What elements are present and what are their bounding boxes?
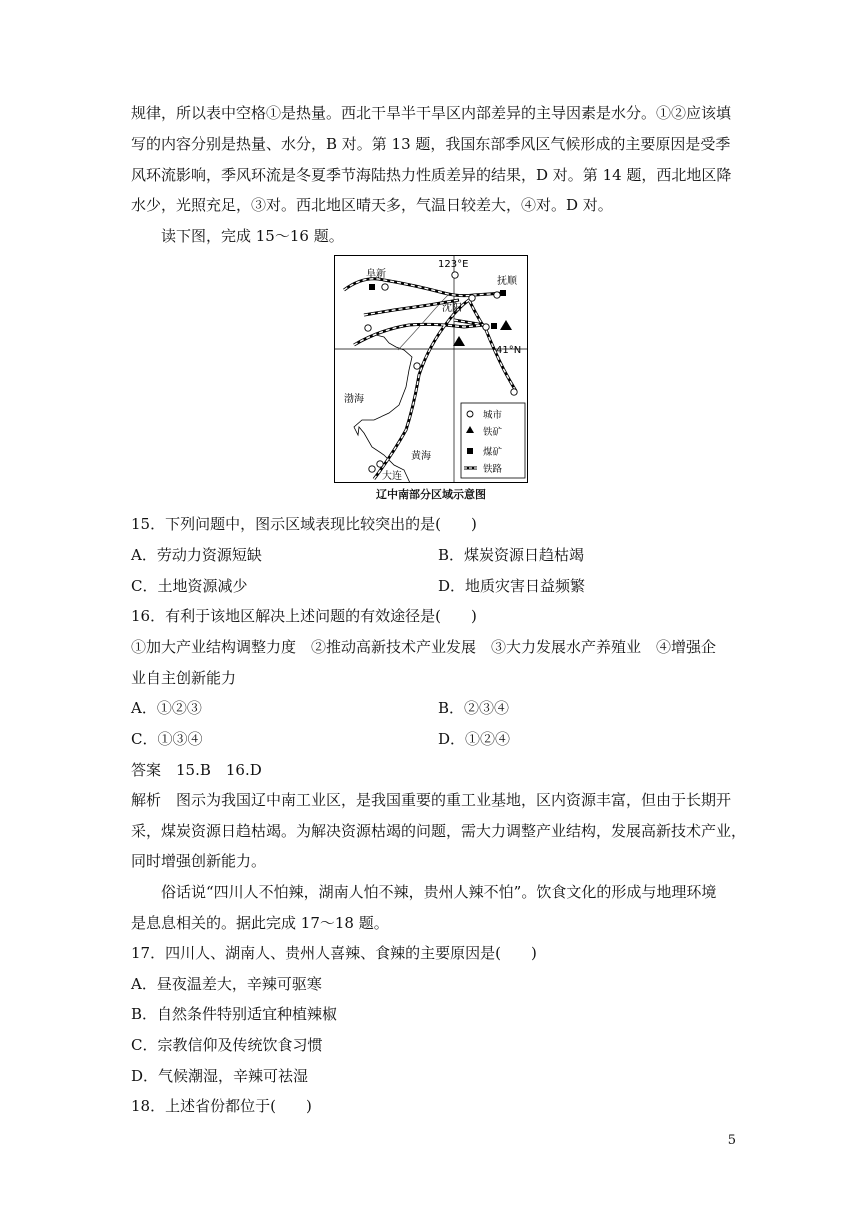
q17-stem: 17．四川人、湖南人、贵州人喜辣、食辣的主要原因是( ) xyxy=(131,944,537,962)
city-north xyxy=(452,272,458,278)
city-southeast xyxy=(511,389,517,395)
label-latitude: 41°N xyxy=(496,345,522,356)
intro-line-4: 水少，光照充足，③对。西北地区晴天多，气温日较差大，④对。D 对。 xyxy=(131,196,613,214)
q16-items-1: ①加大产业结构调整力度 ②推动高新技术产业发展 ③大力发展水产养殖业 ④增强企 xyxy=(131,638,717,656)
q16-stem: 16．有利于该地区解决上述问题的有效途径是( ) xyxy=(131,607,477,625)
legend-railway: 铁路 xyxy=(483,464,503,475)
answer: 答案 15.B 16.D xyxy=(131,761,262,779)
page-number: 5 xyxy=(727,1133,736,1148)
analysis-line-3: 同时增强创新能力。 xyxy=(131,852,267,870)
legend-iron: 铁矿 xyxy=(483,427,503,438)
q16-option-c: C．①③④ xyxy=(131,730,203,748)
city-fushun xyxy=(494,292,500,298)
label-huanghai: 黄海 xyxy=(411,451,431,462)
q15-option-a: A．劳动力资源短缺 xyxy=(131,546,262,564)
q16-option-d: D．①②④ xyxy=(438,730,511,748)
city-dalian-1 xyxy=(369,466,375,472)
legend-coal: 煤矿 xyxy=(483,447,503,458)
q18-stem: 18．上述省份都位于( ) xyxy=(131,1097,312,1115)
city-west xyxy=(365,325,371,331)
coal-mine-east xyxy=(491,323,497,329)
q15-option-c: C．土地资源减少 xyxy=(131,577,248,595)
label-dalian: 大连 xyxy=(382,471,402,482)
liaozhongnan-map xyxy=(334,255,528,483)
intro-line-2: 写的内容分别是热量、水分，B 对。第 13 题，我国东部季风区气候形成的主要原因是受季 xyxy=(131,135,731,153)
q16-option-a: A．①②③ xyxy=(131,699,202,717)
q15-stem: 15．下列问题中，图示区域表现比较突出的是( ) xyxy=(131,515,477,533)
label-bohai: 渤海 xyxy=(344,394,364,405)
map-caption: 辽中南部分区域示意图 xyxy=(376,488,486,501)
passage-line-1: 俗话说“四川人不怕辣，湖南人怕不辣，贵州人辣不怕”。饮食文化的形成与地理环境 xyxy=(161,883,717,901)
city-mid xyxy=(414,363,420,369)
intro-line-1: 规律，所以表中空格①是热量。西北干旱半干旱区内部差异的主导因素是水分。①②应该填 xyxy=(131,104,732,122)
q17-option-d: D．气候潮湿，辛辣可祛湿 xyxy=(131,1067,309,1085)
label-fuxin: 阜新 xyxy=(366,269,386,280)
passage-line-2: 是息息相关的。据此完成 17～18 题。 xyxy=(131,914,389,932)
q17-option-a: A．昼夜温差大，辛辣可驱寒 xyxy=(131,975,322,993)
coal-mine-fuxin xyxy=(369,284,375,290)
label-shenyang: 沈阳 xyxy=(442,303,462,314)
q15-option-d: D．地质灾害日益频繁 xyxy=(438,577,586,595)
q15-option-b: B．煤炭资源日趋枯竭 xyxy=(438,546,585,564)
q16-option-b: B．②③④ xyxy=(438,699,510,717)
q17-option-b: B．自然条件特别适宜种植辣椒 xyxy=(131,1005,338,1023)
intro-line-3: 风环流影响，季风环流是冬夏季节海陆热力性质差异的结果，D 对。第 14 题，西北地区降 xyxy=(131,166,732,184)
analysis-line-1: 解析 图示为我国辽中南工业区，是我国重要的重工业基地，区内资源丰富，但由于长期开 xyxy=(131,791,732,809)
city-east xyxy=(483,324,489,330)
city-fuxin xyxy=(382,284,388,290)
map-legend xyxy=(461,403,525,478)
legend-city: 城市 xyxy=(483,410,503,421)
analysis-line-2: 采，煤炭资源日趋枯竭。为解决资源枯竭的问题，需大力调整产业结构，发展高新技术产业， xyxy=(131,822,747,840)
label-fushun: 抚顺 xyxy=(497,276,517,287)
city-dalian-2 xyxy=(377,461,383,467)
q17-option-c: C．宗教信仰及传统饮食习惯 xyxy=(131,1036,323,1054)
label-longitude: 123°E xyxy=(438,259,469,270)
coal-mine-fushun xyxy=(500,290,506,296)
q16-items-2: 业自主创新能力 xyxy=(131,669,237,687)
read-prompt: 读下图，完成 15～16 题。 xyxy=(161,227,344,245)
city-shenyang xyxy=(469,295,475,301)
